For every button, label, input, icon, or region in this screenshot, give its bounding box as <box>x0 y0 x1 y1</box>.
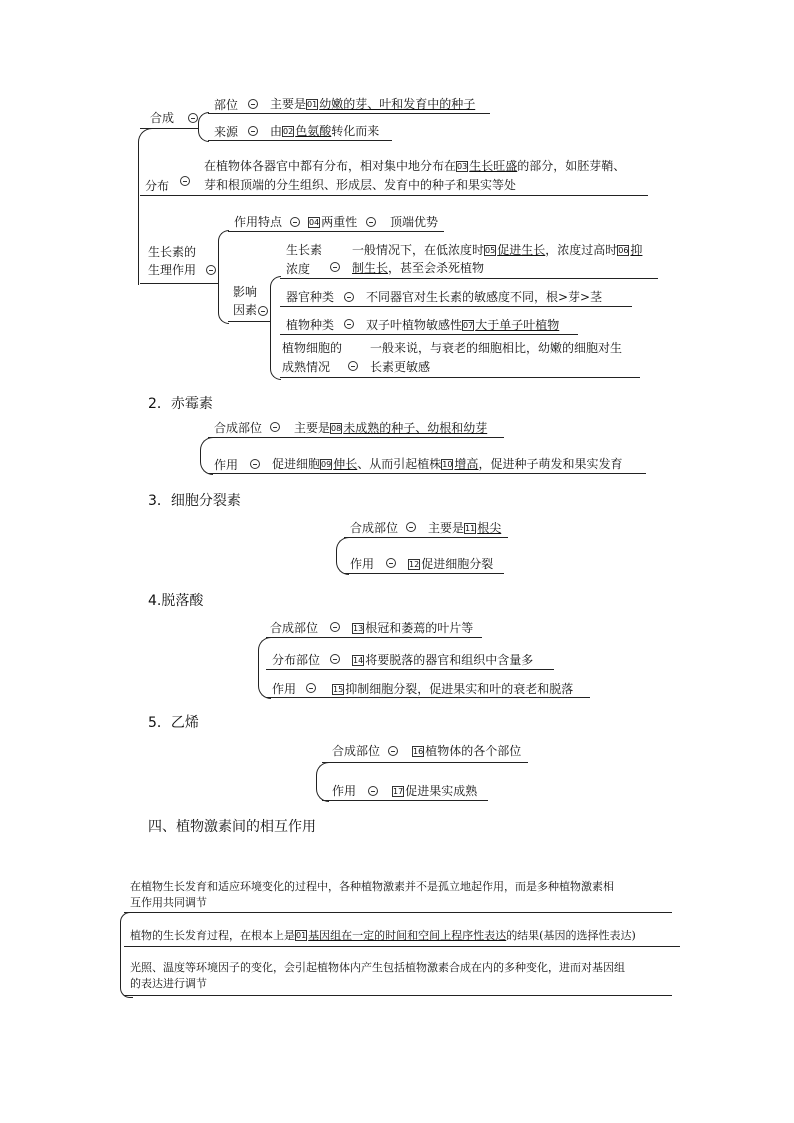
auxin-site-text <box>270 96 475 112</box>
auxin-conc-label-1: 生长素 <box>286 243 323 257</box>
gibberellin-role-label: 作用 <box>214 458 239 472</box>
cytokinin-role-label: 作用 <box>350 557 375 571</box>
interaction-p3-line1: 光照、温度等环境因子的变化，会引起植物体内产生包括植物激素合成在内的多种变化，进而对基因组 <box>130 961 625 974</box>
answer-number-badge: 01 <box>307 100 318 109</box>
auxin-distribution-label: 分布 <box>145 179 170 193</box>
abscisic-site-text <box>352 620 473 636</box>
cytokinin-role-underline <box>344 573 504 574</box>
auxin-species-pre: 双子叶植物敏感性 <box>366 318 463 332</box>
collapse-icon <box>406 522 416 532</box>
answer-number-badge: 05 <box>485 246 496 255</box>
abscisic-role-text <box>332 681 573 697</box>
gibberellin-site-value: 未成熟的种子、幼根和幼芽 <box>343 421 488 435</box>
auxin-site-underline <box>208 113 490 114</box>
gibberellin-role-post: ，促进种子萌发和果实发育 <box>478 457 623 471</box>
auxin-source-underline <box>208 140 392 141</box>
abscisic-site-label: 合成部位 <box>270 621 319 635</box>
auxin-source-pre: 由 <box>270 124 283 138</box>
gibberellin-site-text <box>294 420 487 436</box>
collapse-icon <box>366 217 376 227</box>
auxin-site-label: 部位 <box>214 98 239 112</box>
collapse-icon <box>344 319 354 329</box>
auxin-conc-value1: 促进生长 <box>497 243 546 257</box>
auxin-conc-value2b: 制生长 <box>352 261 389 275</box>
collapse-icon <box>206 265 216 275</box>
collapse-icon <box>386 558 396 568</box>
gibberellin-site-underline <box>208 437 504 438</box>
auxin-feature-text <box>308 214 357 230</box>
answer-number-badge: 12 <box>409 560 420 569</box>
abscisic-role-value: 抑制细胞分裂，促进果实和叶的衰老和脱落 <box>345 682 574 696</box>
gibberellin-bracket <box>200 437 213 475</box>
answer-number-badge: 13 <box>353 624 364 633</box>
auxin-factors-underline <box>228 321 270 322</box>
gibberellin-role-text <box>272 456 622 472</box>
cytokinin-bracket <box>336 537 349 575</box>
auxin-feature-value: 两重性 <box>321 215 358 229</box>
interaction-p1-line2: 互作用共同调节 <box>130 896 207 909</box>
auxin-conc-post: ，甚至会杀死植物 <box>388 261 485 275</box>
answer-number-badge: 07 <box>463 321 474 330</box>
answer-number-badge: 15 <box>333 685 344 694</box>
auxin-organ-value: 不同器官对生长素的敏感度不同，根>芽>茎 <box>366 290 603 304</box>
auxin-feature-label: 作用特点 <box>234 215 283 229</box>
auxin-site-pre: 主要是 <box>270 97 307 111</box>
abscisic-heading: 4.脱落酸 <box>148 593 204 609</box>
auxin-factors-label-2: 因素 <box>233 303 258 317</box>
auxin-maturity-line2: 长素更敏感 <box>370 360 431 374</box>
ethylene-site-label: 合成部位 <box>332 744 381 758</box>
answer-number-badge: 04 <box>309 218 320 227</box>
auxin-site-value: 幼嫩的芽、叶和发育中的种子 <box>319 97 476 111</box>
interaction-heading: 四、植物激素间的相互作用 <box>148 819 316 835</box>
answer-number-badge: 02 <box>283 127 294 136</box>
collapse-icon <box>180 176 190 186</box>
auxin-conc-line1 <box>352 242 642 258</box>
auxin-role-bracket <box>218 230 229 324</box>
cytokinin-role-text <box>408 556 493 572</box>
auxin-distribution-underline <box>140 195 648 196</box>
answer-number-badge: 10 <box>442 460 453 469</box>
auxin-role-label-2: 生理作用 <box>148 263 197 277</box>
auxin-distribution-post: 的部分，如胚芽鞘、 <box>517 159 626 173</box>
auxin-maturity-label-1: 植物细胞的 <box>282 341 343 355</box>
auxin-role-label-1: 生长素的 <box>148 245 197 259</box>
abscisic-dist-value: 将要脱落的器官和组织中含量多 <box>365 653 534 667</box>
gibberellin-role-value1: 伸长 <box>333 457 358 471</box>
interaction-p2 <box>130 926 636 946</box>
auxin-synthesis-bracket <box>198 112 209 142</box>
gibberellin-heading: 2．赤霉素 <box>148 396 213 412</box>
collapse-icon <box>248 126 258 136</box>
cytokinin-heading: 3．细胞分裂素 <box>148 493 241 509</box>
auxin-feature-underline <box>228 231 444 232</box>
cytokinin-site-text <box>428 520 501 536</box>
auxin-distribution-line2: 芽和根顶端的分生组织、形成层、发育中的种子和果实等处 <box>204 178 517 192</box>
ethylene-role-underline <box>322 800 488 801</box>
auxin-source-label: 来源 <box>214 125 239 139</box>
ethylene-role-text <box>392 783 477 799</box>
collapse-icon <box>290 217 300 227</box>
abscisic-dist-text <box>352 652 533 668</box>
collapse-icon <box>330 654 340 664</box>
auxin-distribution-pre: 在植物体各器官中都有分布，相对集中地分布在 <box>204 159 457 173</box>
answer-number-badge: 16 <box>413 747 424 756</box>
ethylene-site-text <box>412 743 521 759</box>
auxin-distribution-value: 生长旺盛 <box>469 159 518 173</box>
answer-number-badge: 11 <box>465 524 476 533</box>
gibberellin-role-mid: 、从而引起植株 <box>357 457 442 471</box>
interaction-p1-line1: 在植物生长发育和适应环境变化的过程中，各种植物激素并不是孤立地起作用，而是多种植物激素相 <box>130 880 614 893</box>
auxin-conc-value2a: 抑 <box>630 243 643 257</box>
answer-number-badge: 01 <box>296 931 307 940</box>
auxin-conc-line2 <box>352 260 484 276</box>
auxin-synthesis-label: 合成 <box>150 111 175 125</box>
ethylene-heading: 5．乙烯 <box>148 715 199 731</box>
auxin-factors-label-1: 影响 <box>233 285 258 299</box>
auxin-organ-label: 器官种类 <box>286 290 335 304</box>
collapse-icon <box>388 746 398 756</box>
abscisic-role-underline <box>266 697 590 698</box>
auxin-conc-underline <box>280 278 658 279</box>
abscisic-dist-underline <box>266 669 554 670</box>
collapse-icon <box>248 99 258 109</box>
auxin-source-text <box>270 123 379 139</box>
auxin-factors-bracket <box>270 276 281 380</box>
gibberellin-role-value2: 增高 <box>454 457 479 471</box>
gibberellin-role-pre: 促进细胞 <box>272 457 321 471</box>
gibberellin-site-pre: 主要是 <box>294 421 331 435</box>
collapse-icon <box>330 262 340 272</box>
answer-number-badge: 06 <box>618 246 629 255</box>
cytokinin-site-underline <box>344 537 508 538</box>
auxin-feature-result: 顶端优势 <box>390 215 439 229</box>
auxin-maturity-underline <box>280 377 640 378</box>
abscisic-role-label: 作用 <box>272 682 297 696</box>
collapse-icon <box>258 306 268 316</box>
ethylene-site-value: 植物体的各个部位 <box>425 744 522 758</box>
interaction-p3-line2: 的表达进行调节 <box>130 977 207 990</box>
cytokinin-site-pre: 主要是 <box>428 521 465 535</box>
collapse-icon <box>188 113 198 123</box>
ethylene-site-underline <box>322 762 528 763</box>
ethylene-role-label: 作用 <box>332 784 357 798</box>
auxin-role-underline <box>140 283 218 284</box>
ethylene-bracket <box>316 762 329 802</box>
abscisic-site-underline <box>266 637 482 638</box>
answer-number-badge: 03 <box>457 162 468 171</box>
cytokinin-site-value: 根尖 <box>477 521 502 535</box>
collapse-icon <box>306 683 316 693</box>
gibberellin-site-label: 合成部位 <box>214 421 263 435</box>
collapse-icon <box>250 459 260 469</box>
abscisic-dist-label: 分布部位 <box>272 653 321 667</box>
gibberellin-role-underline <box>208 473 646 474</box>
interaction-p2-post: 的结果(基因的选择性表达) <box>506 929 636 942</box>
interaction-p3-underline <box>124 995 672 996</box>
interaction-p2-underline <box>124 946 680 947</box>
interaction-p2-pre: 植物的生长发育过程，在根本上是 <box>130 929 295 942</box>
collapse-icon <box>330 622 340 632</box>
answer-number-badge: 17 <box>393 787 404 796</box>
abscisic-site-value: 根冠和萎蔫的叶片等 <box>365 621 474 635</box>
ethylene-role-value: 促进果实成熟 <box>405 784 478 798</box>
auxin-synthesis-underline <box>140 128 198 129</box>
auxin-organ-underline <box>280 306 632 307</box>
cytokinin-site-label: 合成部位 <box>350 521 399 535</box>
auxin-conc-mid: ，浓度过高时 <box>545 243 618 257</box>
auxin-conc-label-2: 浓度 <box>286 262 311 276</box>
interaction-p2-value: 基因组在一定的时间和空间上程序性表达 <box>308 929 507 942</box>
abscisic-bracket <box>258 637 271 699</box>
auxin-source-value: 色氨酸 <box>295 124 332 138</box>
auxin-species-value: 大于单子叶植物 <box>475 318 560 332</box>
collapse-icon <box>344 292 354 302</box>
auxin-maturity-label-2: 成熟情况 <box>282 360 331 374</box>
auxin-species-text <box>366 317 559 333</box>
auxin-species-underline <box>280 334 578 335</box>
cytokinin-role-value: 促进细胞分裂 <box>421 557 494 571</box>
auxin-species-label: 植物种类 <box>286 318 335 332</box>
collapse-icon <box>348 361 358 371</box>
answer-number-badge: 08 <box>331 424 342 433</box>
auxin-maturity-line1: 一般来说，与衰老的细胞相比，幼嫩的细胞对生 <box>370 341 623 355</box>
answer-number-badge: 14 <box>353 656 364 665</box>
collapse-icon <box>270 422 280 432</box>
auxin-conc-pre: 一般情况下，在低浓度时 <box>352 243 485 257</box>
auxin-source-post: 转化而来 <box>331 124 380 138</box>
interaction-p1-underline <box>124 912 672 913</box>
auxin-distribution-line1 <box>204 158 625 174</box>
answer-number-badge: 09 <box>321 460 332 469</box>
collapse-icon <box>368 786 378 796</box>
